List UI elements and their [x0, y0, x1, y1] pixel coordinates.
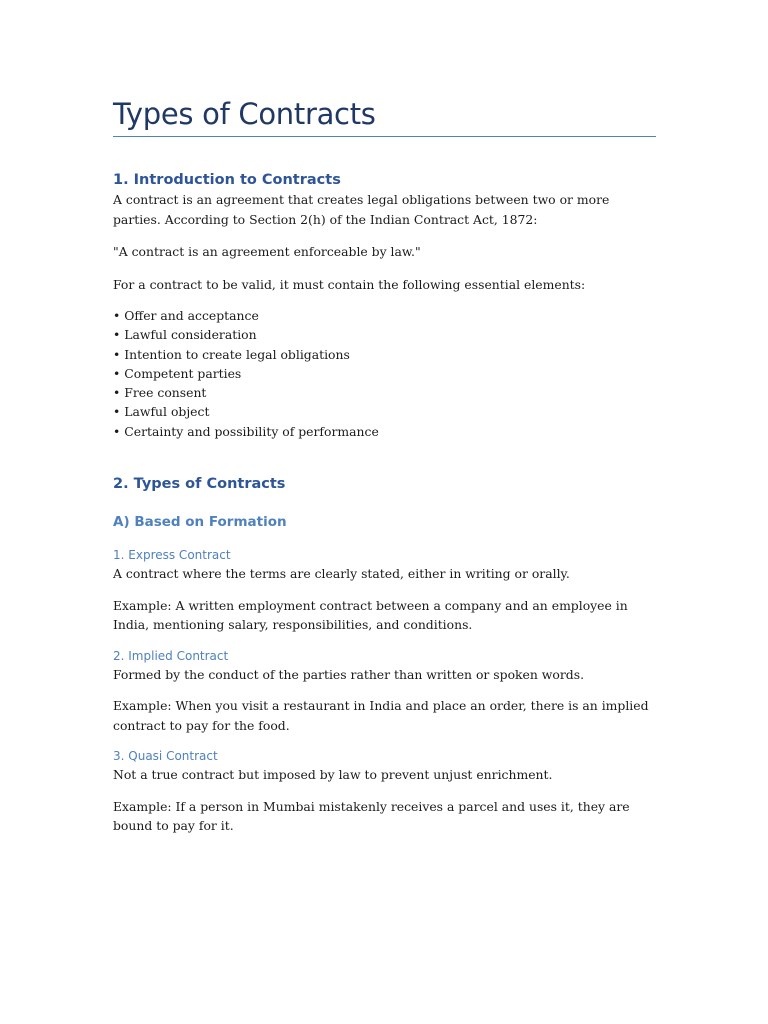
list-item: • Competent parties	[113, 364, 656, 383]
list-item: • Intention to create legal obligations	[113, 345, 656, 364]
section-heading-introduction: 1. Introduction to Contracts	[113, 172, 341, 188]
express-contract-definition: A contract where the terms are clearly stated, either in writing or orally.	[113, 566, 570, 582]
title-underline	[113, 136, 656, 137]
express-contract-heading: 1. Express Contract	[113, 548, 231, 563]
essential-elements-list	[113, 306, 656, 441]
intro-paragraph: A contract is an agreement that creates legal obligations between two or more parties. According to Section 2(h) of the Indian Contract Act, 1872:	[113, 192, 610, 227]
list-item: • Lawful consideration	[113, 325, 656, 344]
quasi-contract-example: Example: If a person in Mumbai mistakenly receives a parcel and uses it, they are bound to pay for it.	[113, 798, 630, 834]
list-item: • Certainty and possibility of performance	[113, 422, 656, 441]
definition-quote: "A contract is an agreement enforceable by law."	[113, 244, 421, 259]
express-contract-example: Example: A written employment contract between a company and an employee in India, mentioning salary, responsibilities, and conditions.	[113, 597, 628, 633]
elements-intro: For a contract to be valid, it must contain the following essential elements:	[113, 276, 586, 292]
document-page	[113, 96, 656, 836]
section-heading-types: 2. Types of Contracts	[113, 476, 286, 493]
subheading-based-on-formation: A) Based on Formation	[113, 514, 287, 531]
quasi-contract-definition: Not a true contract but imposed by law to prevent unjust enrichment.	[113, 767, 553, 783]
list-item: • Lawful object	[113, 402, 656, 421]
quasi-contract-heading: 3. Quasi Contract	[113, 749, 218, 764]
document-title: Types of Contracts	[113, 97, 376, 131]
implied-contract-heading: 2. Implied Contract	[113, 648, 229, 663]
list-item: • Offer and acceptance	[113, 306, 656, 325]
list-item: • Free consent	[113, 383, 656, 402]
implied-contract-definition: Formed by the conduct of the parties rather than written or spoken words.	[113, 666, 585, 682]
implied-contract-example: Example: When you visit a restaurant in India and place an order, there is an implied contract to pay for the food.	[113, 698, 649, 733]
